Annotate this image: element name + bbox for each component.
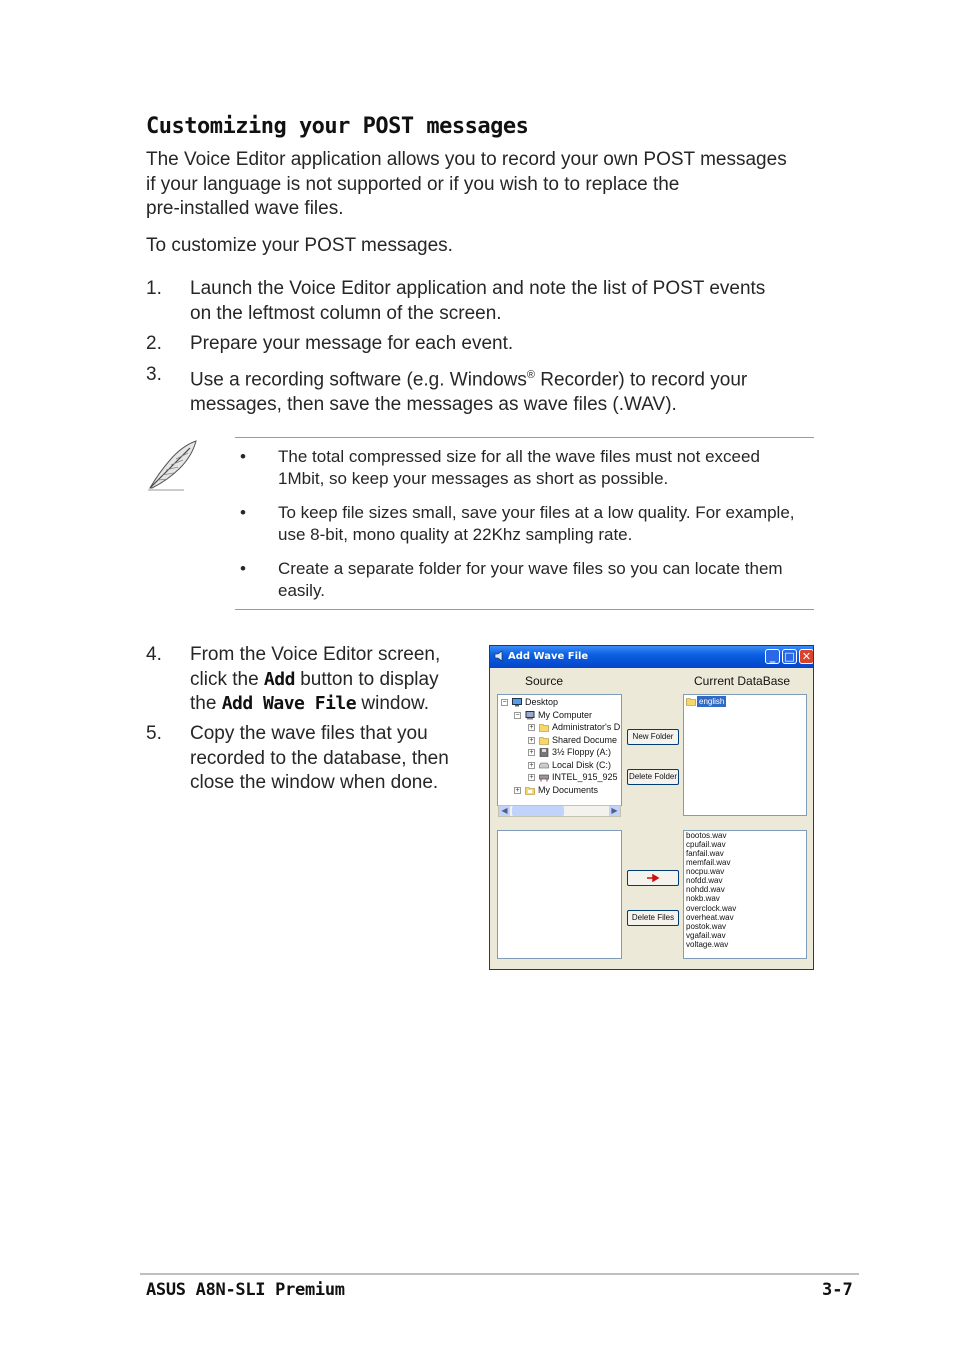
- step-2: 2. Prepare your message for each event.: [146, 333, 514, 354]
- tree-item-local-disk[interactable]: + Local Disk (C:): [529, 761, 612, 770]
- maximize-button[interactable]: □: [782, 649, 797, 664]
- copy-arrow-button[interactable]: [627, 870, 679, 886]
- tree-item-shared-documents[interactable]: + Shared Docume: [529, 736, 618, 745]
- note-item: • To keep file sizes small, save your files at a low quality. For example, use 8-bit, mono quality at 22Khz sampling rate.: [240, 503, 795, 544]
- tree-item-intel[interactable]: + INTEL_915_925: [529, 773, 618, 782]
- list-item[interactable]: memfail.wav: [686, 858, 731, 867]
- speaker-icon: [494, 650, 506, 662]
- tree-item-desktop[interactable]: − Desktop: [502, 697, 559, 707]
- window-title: Add Wave File: [508, 651, 589, 662]
- database-label: Current DataBase: [694, 674, 791, 688]
- open-folder-icon: [686, 697, 696, 706]
- tree-item-floppy[interactable]: + 3½ Floppy (A:): [529, 748, 612, 757]
- tree-item-administrator[interactable]: + Administrator's D: [529, 723, 621, 732]
- list-item[interactable]: postok.wav: [686, 922, 727, 931]
- footer-divider: [140, 1273, 859, 1275]
- list-item[interactable]: cpufail.wav: [686, 840, 726, 849]
- network-drive-icon: [539, 773, 549, 782]
- section-title: Customizing your POST messages: [146, 114, 529, 139]
- arrow-right-icon: [646, 874, 660, 882]
- scroll-thumb[interactable]: [512, 806, 564, 816]
- step-1: 1. Launch the Voice Editor application and note the list of POST events on the leftmost column of the screen.: [146, 278, 766, 324]
- source-horizontal-scrollbar[interactable]: [498, 805, 621, 817]
- list-item[interactable]: overclock.wav: [686, 904, 737, 913]
- scroll-left-arrow-icon[interactable]: ◀: [499, 806, 510, 816]
- list-item[interactable]: nofdd.wav: [686, 876, 723, 885]
- database-tree[interactable]: [683, 694, 807, 816]
- folder-icon: [539, 736, 549, 745]
- page-number: 3-7: [822, 1280, 853, 1300]
- source-files-list[interactable]: [497, 830, 622, 959]
- feather-note-icon: [144, 438, 200, 492]
- list-item[interactable]: overheat.wav: [686, 913, 734, 922]
- lead-sentence: To customize your POST messages.: [146, 235, 453, 256]
- list-item[interactable]: nocpu.wav: [686, 867, 725, 876]
- scroll-right-arrow-icon[interactable]: ▶: [609, 806, 620, 816]
- delete-files-button[interactable]: Delete Files: [627, 910, 679, 926]
- new-folder-button[interactable]: New Folder: [627, 729, 679, 745]
- list-item[interactable]: nohdd.wav: [686, 885, 725, 894]
- documents-folder-icon: [525, 786, 535, 795]
- footer-product: ASUS A8N-SLI Premium: [146, 1280, 345, 1300]
- floppy-icon: [539, 748, 549, 757]
- desktop-icon: [512, 698, 522, 707]
- note-item: • Create a separate folder for your wave files so you can locate them easily.: [240, 559, 783, 600]
- step-4: 4. From the Voice Editor screen, click the Add button to display the Add Wave File window.: [146, 644, 441, 714]
- list-item[interactable]: bootos.wav: [686, 831, 727, 840]
- source-label: Source: [525, 674, 564, 688]
- window-titlebar: [490, 646, 813, 668]
- minimize-button[interactable]: _: [765, 649, 780, 664]
- hard-disk-icon: [539, 761, 549, 770]
- step-5: 5. Copy the wave files that you recorded to the database, then close the window when done.: [146, 723, 449, 793]
- note-item: • The total compressed size for all the wave files must not exceed 1Mbit, so keep your messages as short as possible.: [240, 447, 760, 488]
- tree-item-my-computer[interactable]: − My Computer: [515, 710, 593, 720]
- delete-folder-button[interactable]: Delete Folder: [627, 769, 679, 785]
- step-3: 3. Use a recording software (e.g. Windows® Recorder) to record your messages, then save the messages as wave files (.WAV).: [146, 364, 748, 415]
- intro-paragraph: The Voice Editor application allows you to record your own POST messages if your language is not supported or if you wish to to replace the pre-installed wave files.: [146, 149, 787, 219]
- list-item[interactable]: vgafail.wav: [686, 931, 726, 940]
- computer-icon: [525, 711, 535, 720]
- list-item[interactable]: fanfail.wav: [686, 849, 724, 858]
- close-button[interactable]: ✕: [799, 649, 814, 664]
- folder-icon: [539, 723, 549, 732]
- database-item-english[interactable]: english: [699, 697, 725, 706]
- list-item[interactable]: nokb.wav: [686, 894, 720, 903]
- list-item[interactable]: voltage.wav: [686, 940, 729, 949]
- tree-item-my-documents[interactable]: + My Documents: [515, 785, 599, 795]
